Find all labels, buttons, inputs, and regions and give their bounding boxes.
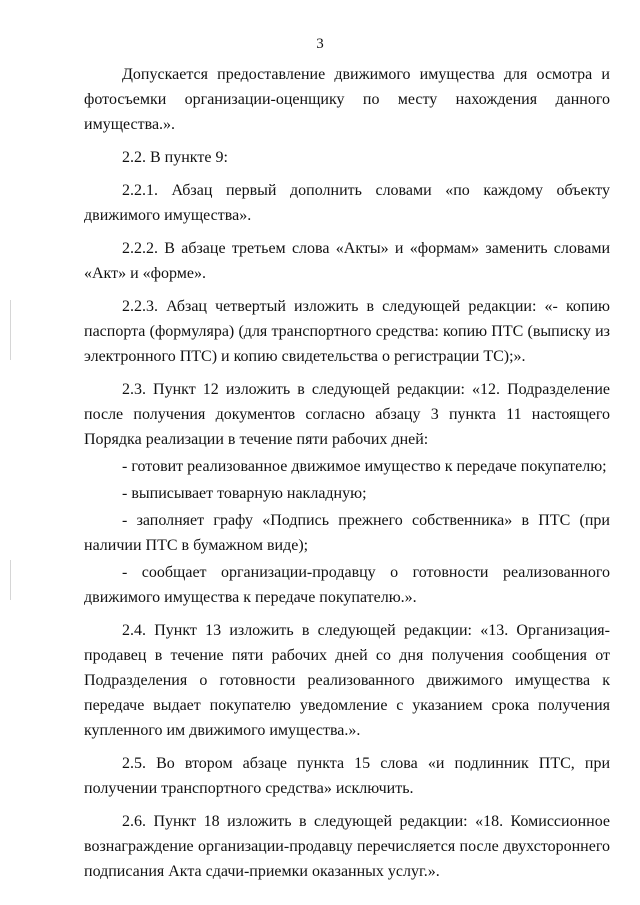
paragraph: 2.4. Пункт 13 изложить в следующей редакции: «13. Организация-продавец в течение пяти рабочих дней со дня получения сообщения от Подразделения о готовности реализованного движимого имущества к передаче выдает покупателю уведомление с указанием срока получения купленного им движимого имущества.». [84, 622, 610, 739]
list-item: - заполняет графу «Подпись прежнего собственника» в ПТС (при наличии ПТС в бумажном виде); [84, 512, 610, 554]
scan-edge-mark [10, 300, 11, 360]
paragraph: 2.5. Во втором абзаце пункта 15 слова «и подлинник ПТС, при получении транспортного средства» исключить. [84, 755, 610, 797]
list-item: - сообщает организации-продавцу о готовности реализованного движимого имущества к передаче покупателю.». [84, 564, 610, 606]
paragraph: Допускается предоставление движимого имущества для осмотра и фотосъемки организации-оценщику по месту нахождения данного имущества.». [84, 66, 610, 133]
list-item: - выписывает товарную накладную; [122, 485, 367, 502]
page-number: 3 [316, 36, 324, 52]
scan-edge-mark [10, 560, 11, 600]
document-body [84, 62, 610, 892]
paragraph: 2.2.1. Абзац первый дополнить словами «по каждому объекту движимого имущества». [84, 182, 610, 224]
paragraph: 2.3. Пункт 12 изложить в следующей редакции: «12. Подразделение после получения документов согласно абзацу 3 пункта 11 настоящего Порядка реализации в течение пяти рабочих дней: [84, 381, 610, 448]
list-item: - готовит реализованное движимое имущество к передаче покупателю; [122, 458, 607, 475]
paragraph: 2.2.3. Абзац четвертый изложить в следующей редакции: «- копию паспорта (формуляра) (для транспортного средства: копию ПТС (выписку из электронного ПТС) и копию свидетельства о регистрации ТС);». [84, 298, 610, 365]
paragraph: 2.2. В пункте 9: [122, 149, 228, 166]
paragraph: 2.6. Пункт 18 изложить в следующей редакции: «18. Комиссионное вознаграждение организации-продавцу перечисляется после двухстороннего подписания Акта сдачи-приемки оказанных услуг.». [84, 813, 610, 880]
paragraph: 2.2.2. В абзаце третьем слова «Акты» и «формам» заменить словами «Акт» и «форме». [84, 240, 610, 282]
